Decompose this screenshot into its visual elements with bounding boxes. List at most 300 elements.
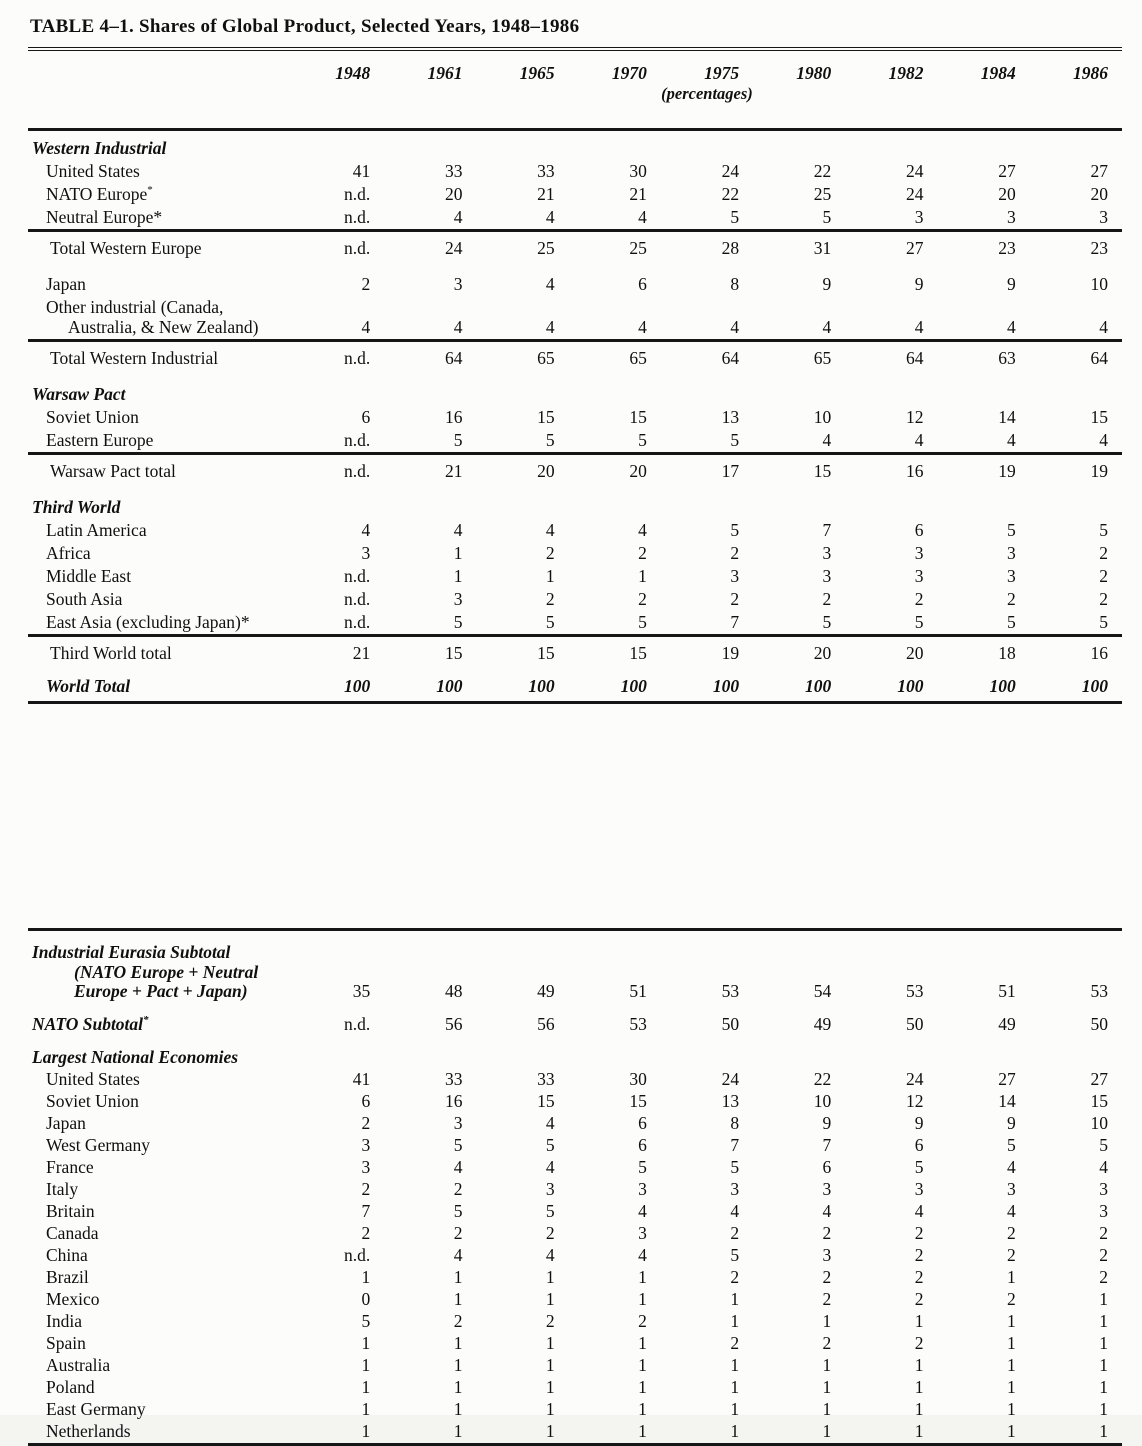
value-cell: 7 (730, 612, 740, 632)
row-label: Africa (46, 543, 91, 563)
value-cell: 64 (444, 348, 463, 368)
value-cell: 64 (905, 348, 924, 368)
value-cell: 2 (1099, 1267, 1108, 1287)
value-cell: 1 (545, 1355, 555, 1375)
value-cell: 1 (361, 1399, 371, 1419)
row-label: Australia (46, 1355, 111, 1375)
value-cell: 3 (914, 566, 924, 586)
data-row (28, 1135, 1122, 1157)
value-cell: 1 (1006, 1421, 1016, 1441)
row-label: NATO Europe* (46, 184, 153, 204)
value-cell: 4 (453, 207, 463, 227)
value-cell: 2 (1006, 1289, 1016, 1309)
value-cell: 4 (1099, 317, 1108, 337)
row-label: Warsaw Pact total (50, 461, 176, 481)
value-cell: 51 (998, 981, 1016, 1001)
value-cell: 2 (453, 1311, 463, 1331)
value-cell: 4 (822, 430, 832, 450)
value-cell (476, 372, 568, 406)
value-cell: 5 (1099, 1135, 1108, 1155)
value-cell (1030, 1036, 1122, 1069)
value-cell: 1 (822, 1421, 832, 1441)
value-cell (384, 485, 476, 519)
value-cell: 1 (822, 1355, 832, 1375)
value-cell: 2 (914, 1289, 924, 1309)
value-cell: 6 (914, 520, 924, 540)
value-cell: 25 (813, 184, 832, 204)
data-row (28, 1333, 1122, 1355)
value-cell: 1 (822, 1377, 832, 1397)
value-cell: 2 (545, 1223, 555, 1243)
value-cell: 6 (822, 1157, 832, 1177)
value-cell: 3 (1099, 207, 1108, 227)
value-cell: 1 (545, 1399, 555, 1419)
value-cell: 19 (998, 461, 1016, 481)
lower-table-body (28, 930, 1122, 1445)
data-row (28, 1113, 1122, 1135)
value-cell: 4 (453, 1245, 463, 1265)
data-row (28, 1069, 1122, 1091)
value-cell: 1 (914, 1421, 924, 1441)
value-cell: 2 (730, 589, 740, 609)
value-cell: 9 (914, 1113, 924, 1133)
row-label: Poland (46, 1377, 95, 1397)
value-cell: 2 (822, 1333, 832, 1353)
value-cell: 1 (361, 1267, 371, 1287)
value-cell: 3 (914, 543, 924, 563)
row-label: Eastern Europe (46, 430, 154, 450)
value-cell: 2 (914, 1245, 924, 1265)
value-cell: 2 (1099, 1245, 1108, 1265)
value-cell: 6 (638, 274, 647, 294)
value-cell: 7 (822, 1135, 832, 1155)
value-cell (1030, 372, 1122, 406)
value-cell: 1 (638, 566, 647, 586)
value-cell (292, 485, 384, 519)
data-row (28, 1091, 1122, 1113)
value-cell: 8 (730, 1113, 740, 1133)
row-label: World Total (46, 676, 131, 696)
value-cell: 1 (730, 1289, 740, 1309)
data-row (28, 1223, 1122, 1245)
value-cell: 5 (914, 612, 924, 632)
value-cell: 4 (545, 317, 555, 337)
row-label: Japan (46, 274, 86, 294)
value-cell: n.d. (344, 566, 371, 586)
value-cell: 5 (730, 430, 740, 450)
row-label: Third World total (50, 643, 172, 663)
value-cell: 50 (1090, 1014, 1108, 1034)
value-cell: 12 (905, 1091, 924, 1111)
value-cell: 1 (730, 1399, 740, 1419)
value-cell: 4 (361, 520, 371, 540)
value-cell: 6 (914, 1135, 924, 1155)
value-cell: 2 (453, 1179, 463, 1199)
row-label: Largest National Economies (32, 1047, 239, 1067)
row-label: East Germany (46, 1399, 146, 1419)
value-cell: 4 (1099, 1157, 1108, 1177)
value-cell: 1 (1006, 1399, 1016, 1419)
value-cell: 27 (998, 1069, 1016, 1089)
value-cell: 27 (1090, 1069, 1108, 1089)
value-cell: 1 (914, 1377, 924, 1397)
value-cell: 5 (545, 430, 555, 450)
value-cell: 4 (545, 207, 555, 227)
value-cell: 54 (813, 981, 832, 1001)
value-cell: 1 (361, 1421, 371, 1441)
value-cell (1030, 485, 1122, 519)
value-cell: 5 (453, 430, 463, 450)
data-row (28, 565, 1122, 588)
section-row (28, 485, 1122, 519)
value-cell: 2 (730, 1333, 740, 1353)
value-cell: 100 (712, 676, 740, 696)
value-cell: 1 (545, 1421, 555, 1441)
value-cell: 4 (545, 1157, 555, 1177)
value-cell: 51 (629, 981, 647, 1001)
value-cell: 10 (813, 1091, 832, 1111)
value-cell: 4 (822, 1201, 832, 1221)
italic-head-row (28, 930, 1122, 1004)
value-cell: 2 (361, 1223, 371, 1243)
value-cell: 3 (361, 1135, 371, 1155)
value-cell: 24 (905, 1069, 924, 1089)
value-cell: 1 (545, 566, 555, 586)
year-column-header: 1975 (704, 63, 740, 83)
global-product-shares-table-upper (28, 51, 1122, 704)
value-cell: 4 (730, 1201, 740, 1221)
value-cell: n.d. (344, 207, 371, 227)
value-cell: 1 (730, 1311, 740, 1331)
value-cell: 5 (1006, 1135, 1016, 1155)
value-cell: 1 (1099, 1311, 1108, 1331)
value-cell: 20 (998, 184, 1016, 204)
value-cell: 41 (352, 161, 371, 181)
row-label: East Asia (excluding Japan)* (46, 612, 250, 632)
value-cell: 41 (352, 1069, 371, 1089)
value-cell: 21 (352, 643, 371, 663)
value-cell: 1 (545, 1267, 555, 1287)
value-cell: 4 (638, 1201, 647, 1221)
row-label: Industrial Eurasia Subtotal (NATO Europe + Neutral Europe + Pact + Japan) (32, 942, 259, 1001)
value-cell: 3 (361, 1157, 371, 1177)
value-cell: 2 (545, 543, 555, 563)
value-cell: 2 (545, 1311, 555, 1331)
value-cell: 100 (436, 676, 463, 696)
value-cell: 3 (638, 1179, 647, 1199)
value-cell: 1 (1006, 1333, 1016, 1353)
data-row (28, 160, 1122, 183)
value-cell: 25 (537, 238, 555, 258)
value-cell: 56 (444, 1014, 463, 1034)
value-cell: 4 (453, 1157, 463, 1177)
value-cell: 3 (1006, 207, 1016, 227)
value-cell (384, 1036, 476, 1069)
value-cell: 15 (537, 407, 555, 427)
value-cell: 10 (813, 407, 832, 427)
value-cell: 1 (1099, 1355, 1108, 1375)
value-cell: 5 (730, 1157, 740, 1177)
value-cell: 1 (822, 1399, 832, 1419)
value-cell: 1 (638, 1289, 647, 1309)
value-cell: 1 (1099, 1289, 1108, 1309)
value-cell: 20 (1090, 184, 1108, 204)
row-label: Total Western Industrial (50, 348, 219, 368)
value-cell: 4 (545, 1245, 555, 1265)
value-cell: 2 (914, 1223, 924, 1243)
row-label: Third World (32, 497, 121, 517)
value-cell: 16 (444, 407, 463, 427)
value-cell: 65 (629, 348, 647, 368)
value-cell: 15 (629, 643, 647, 663)
value-cell: 1 (453, 1421, 463, 1441)
value-cell: 2 (1099, 589, 1108, 609)
value-cell: 3 (822, 566, 832, 586)
value-cell: 53 (1090, 981, 1108, 1001)
value-cell: 1 (453, 1399, 463, 1419)
value-cell: 15 (537, 1091, 555, 1111)
table-title: TABLE 4–1. Shares of Global Product, Selected Years, 1948–1986 (28, 12, 1122, 51)
value-cell (292, 1036, 384, 1069)
value-cell (661, 372, 753, 406)
value-cell: 53 (905, 981, 924, 1001)
value-cell: 65 (813, 348, 832, 368)
value-cell: 22 (721, 184, 740, 204)
row-label: Warsaw Pact (32, 384, 126, 404)
value-cell: 5 (822, 207, 832, 227)
data-row (28, 1245, 1122, 1267)
value-cell: 100 (528, 676, 555, 696)
year-column-header: 1965 (519, 63, 555, 83)
value-cell: 10 (1090, 274, 1108, 294)
total-row (28, 636, 1122, 668)
row-label: Soviet Union (46, 407, 139, 427)
value-cell: 33 (444, 1069, 463, 1089)
row-label: India (46, 1311, 82, 1331)
value-cell: 1 (822, 1311, 832, 1331)
value-cell: 4 (545, 520, 555, 540)
data-row (28, 206, 1122, 231)
value-cell: 7 (822, 520, 832, 540)
value-cell: 1 (914, 1399, 924, 1419)
value-cell: 2 (730, 1267, 740, 1287)
value-cell: 20 (444, 184, 463, 204)
value-cell: 1 (453, 1355, 463, 1375)
value-cell: 2 (1006, 1223, 1016, 1243)
row-label: United States (46, 161, 140, 181)
row-label: Mexico (46, 1289, 100, 1309)
value-cell: 30 (629, 1069, 647, 1089)
value-cell: 27 (998, 161, 1016, 181)
value-cell: 5 (730, 520, 740, 540)
value-cell: 1 (361, 1377, 371, 1397)
value-cell: 100 (620, 676, 647, 696)
data-row (28, 519, 1122, 542)
value-cell: 3 (361, 543, 371, 563)
value-cell: 3 (914, 207, 924, 227)
value-cell: 1 (638, 1399, 647, 1419)
data-row (28, 1289, 1122, 1311)
value-cell: 16 (905, 461, 924, 481)
value-cell: 2 (914, 589, 924, 609)
value-cell: 9 (1006, 1113, 1016, 1133)
value-cell (569, 1036, 661, 1069)
value-cell: 4 (1099, 430, 1108, 450)
value-cell: 1 (453, 1333, 463, 1353)
value-cell: 33 (537, 161, 555, 181)
value-cell: 5 (638, 1157, 647, 1177)
footnote-asterisk: * (147, 184, 153, 197)
value-cell: 5 (730, 207, 740, 227)
value-cell: 20 (537, 461, 555, 481)
value-cell: 7 (361, 1201, 371, 1221)
value-cell: 1 (638, 1355, 647, 1375)
value-cell (569, 130, 661, 161)
value-cell: 15 (629, 1091, 647, 1111)
italic-row-row (28, 1003, 1122, 1036)
data-row (28, 1157, 1122, 1179)
value-cell: 12 (905, 407, 924, 427)
value-cell: 10 (1090, 1113, 1108, 1133)
value-cell: 22 (813, 161, 832, 181)
value-cell: 35 (352, 981, 371, 1001)
value-cell: 3 (822, 1179, 832, 1199)
value-cell: 2 (545, 589, 555, 609)
value-cell: 100 (1081, 676, 1108, 696)
value-cell: n.d. (344, 1014, 371, 1034)
value-cell: 3 (638, 1223, 647, 1243)
data-row (28, 406, 1122, 429)
value-cell: 33 (444, 161, 463, 181)
value-cell: 2 (361, 274, 371, 294)
footnote-asterisk: * (143, 1014, 149, 1027)
value-cell (753, 485, 845, 519)
value-cell: 0 (361, 1289, 371, 1309)
value-cell: 15 (537, 643, 555, 663)
value-cell: 2 (730, 1223, 740, 1243)
row-label: Latin America (46, 520, 147, 540)
value-cell: 6 (361, 407, 371, 427)
value-cell: 15 (1090, 1091, 1108, 1111)
value-cell: 24 (721, 1069, 740, 1089)
total-row (28, 231, 1122, 263)
value-cell: 20 (905, 643, 924, 663)
value-cell: 21 (629, 184, 647, 204)
value-cell (845, 372, 937, 406)
value-cell: 24 (905, 184, 924, 204)
row-label: Other industrial (Canada, Australia, & New Zealand) (46, 297, 259, 337)
data-row (28, 429, 1122, 454)
value-cell: 3 (545, 1179, 555, 1199)
value-cell: 22 (813, 1069, 832, 1089)
data-row (28, 588, 1122, 611)
value-cell (476, 130, 568, 161)
value-cell: 4 (914, 317, 924, 337)
value-cell (937, 485, 1029, 519)
value-cell: 19 (1090, 461, 1108, 481)
value-cell: 3 (1099, 1201, 1108, 1221)
value-cell (476, 1036, 568, 1069)
value-cell: 17 (721, 461, 740, 481)
value-cell: 53 (721, 981, 740, 1001)
value-cell: 2 (1099, 1223, 1108, 1243)
value-cell: 3 (914, 1179, 924, 1199)
percentages-note: (percentages) (661, 84, 753, 103)
value-cell: 5 (1099, 612, 1108, 632)
row-label: Italy (46, 1179, 79, 1199)
value-cell: 1 (638, 1377, 647, 1397)
value-cell: 1 (730, 1377, 740, 1397)
value-cell: 4 (1006, 317, 1016, 337)
value-cell: 15 (629, 407, 647, 427)
value-cell: 24 (721, 161, 740, 181)
value-cell: 4 (638, 520, 647, 540)
value-cell (476, 485, 568, 519)
value-cell: 49 (813, 1014, 832, 1034)
value-cell: 23 (1090, 238, 1108, 258)
value-cell: 1 (1099, 1333, 1108, 1353)
value-cell: 14 (998, 1091, 1016, 1111)
value-cell: 1 (453, 1267, 463, 1287)
value-cell: 15 (444, 643, 463, 663)
row-label: Canada (46, 1223, 99, 1243)
value-cell (845, 1036, 937, 1069)
data-row (28, 1267, 1122, 1289)
value-cell: 2 (822, 1289, 832, 1309)
value-cell: 5 (545, 1201, 555, 1221)
row-label: Brazil (46, 1267, 89, 1287)
value-cell: 3 (1006, 566, 1016, 586)
value-cell: n.d. (344, 589, 371, 609)
value-cell: 25 (629, 238, 647, 258)
value-cell: 50 (905, 1014, 924, 1034)
data-row (28, 1399, 1122, 1421)
value-cell: 2 (361, 1113, 371, 1133)
value-cell: 5 (822, 612, 832, 632)
value-cell (661, 1036, 753, 1069)
value-cell: 2 (638, 589, 647, 609)
year-header (28, 51, 1122, 130)
value-cell: 2 (1006, 1245, 1016, 1265)
page-content (28, 12, 1122, 1446)
year-column-header: 1984 (980, 63, 1016, 83)
value-cell: 1 (453, 1377, 463, 1397)
value-cell: 8 (730, 274, 740, 294)
value-cell: 1 (1006, 1377, 1016, 1397)
value-cell: 100 (989, 676, 1016, 696)
value-cell: n.d. (344, 1245, 371, 1265)
value-cell (937, 130, 1029, 161)
value-cell: n.d. (344, 238, 371, 258)
value-cell: 5 (545, 1135, 555, 1155)
value-cell: 16 (444, 1091, 463, 1111)
section-row (28, 130, 1122, 161)
value-cell (753, 130, 845, 161)
value-cell: 1 (730, 1355, 740, 1375)
data-row (28, 296, 1122, 341)
year-column-header: 1986 (1073, 63, 1108, 83)
value-cell: 20 (813, 643, 832, 663)
value-cell: 5 (638, 612, 647, 632)
data-row (28, 262, 1122, 296)
year-column-header: 1982 (888, 63, 924, 83)
value-cell: 6 (638, 1135, 647, 1155)
row-label: South Asia (46, 589, 123, 609)
value-cell: 1 (1099, 1377, 1108, 1397)
value-cell: 18 (998, 643, 1016, 663)
value-cell: 2 (638, 543, 647, 563)
value-cell: 13 (721, 407, 740, 427)
